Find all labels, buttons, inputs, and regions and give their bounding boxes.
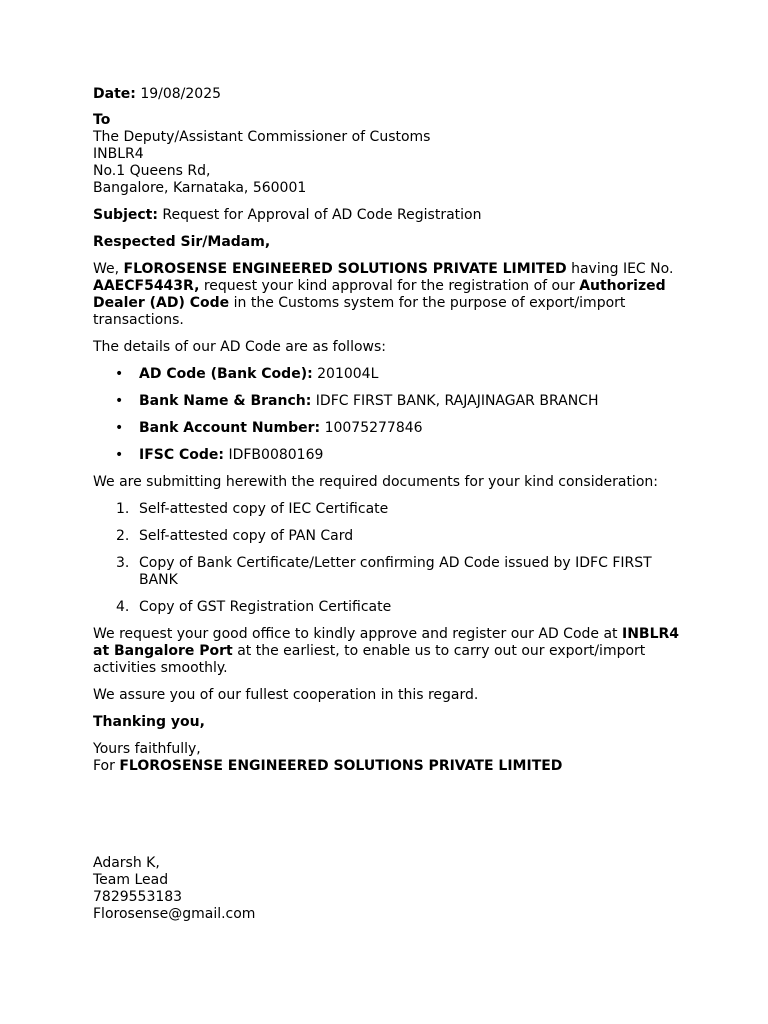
- closing-block: [93, 741, 683, 775]
- list-item: [139, 420, 683, 437]
- intro-text-4: in the Customs system for the purpose of export/import transactions.: [93, 295, 626, 328]
- documents-intro: We are submitting herewith the required documents for your kind consideration:: [93, 474, 658, 490]
- date-label: Date:: [93, 86, 136, 102]
- signatory-block: [93, 855, 683, 923]
- date-value: 19/08/2025: [140, 86, 222, 102]
- intro-ad-code-term: Authorized Dealer (AD) Code: [93, 278, 666, 311]
- document-text: Copy of Bank Certificate/Letter confirming AD Code issued by IDFC FIRST BANK: [139, 555, 652, 588]
- document-text: Self-attested copy of PAN Card: [139, 528, 354, 544]
- date-line: [93, 86, 683, 103]
- subject-line: [93, 207, 683, 224]
- intro-paragraph: [93, 261, 683, 329]
- details-list: [93, 366, 683, 464]
- detail-value: IDFC FIRST BANK, RAJAJINAGAR BRANCH: [315, 393, 599, 409]
- list-number: 3.: [116, 555, 130, 571]
- list-item: [139, 366, 683, 383]
- closing-for-label: For: [93, 758, 115, 774]
- signatory-email: Florosense@gmail.com: [93, 906, 256, 922]
- detail-value: IDFB0080169: [228, 447, 324, 463]
- list-item: [139, 393, 683, 410]
- list-number: 4.: [116, 599, 130, 615]
- closing-yours: Yours faithfully,: [93, 741, 201, 757]
- intro-text-3: request your kind approval for the registration of our: [203, 278, 575, 294]
- recipient-line1: The Deputy/Assistant Commissioner of Customs: [93, 129, 431, 145]
- list-number: 1.: [116, 501, 130, 517]
- recipient-block: [93, 112, 683, 197]
- list-item: [116, 555, 683, 589]
- document-text: Copy of GST Registration Certificate: [139, 599, 392, 615]
- list-number: 2.: [116, 528, 130, 544]
- recipient-line4: Bangalore, Karnataka, 560001: [93, 180, 307, 196]
- request-port: INBLR4 at Bangalore Port: [93, 626, 680, 659]
- request-text-2: at the earliest, to enable us to carry out our export/import activities smoothly.: [93, 643, 646, 676]
- signature-space: [93, 775, 683, 855]
- signatory-phone: 7829553183: [93, 889, 183, 905]
- recipient-to: To: [93, 112, 111, 128]
- list-item: [116, 599, 683, 616]
- document-text: Self-attested copy of IEC Certificate: [139, 501, 389, 517]
- request-paragraph: [93, 626, 683, 677]
- subject-value: Request for Approval of AD Code Registration: [162, 207, 482, 223]
- intro-company: FLOROSENSE ENGINEERED SOLUTIONS PRIVATE LIMITED: [123, 261, 567, 277]
- recipient-line2: INBLR4: [93, 146, 144, 162]
- detail-label: Bank Name & Branch:: [139, 393, 312, 409]
- detail-label: Bank Account Number:: [139, 420, 321, 436]
- intro-text-2: having IEC No.: [571, 261, 674, 277]
- details-intro: The details of our AD Code are as follows:: [93, 339, 386, 355]
- detail-value: 10075277846: [324, 420, 423, 436]
- letter: [93, 86, 683, 923]
- closing-company: FLOROSENSE ENGINEERED SOLUTIONS PRIVATE LIMITED: [119, 758, 563, 774]
- intro-text-1: We,: [93, 261, 120, 277]
- closing-for-line: [93, 758, 683, 775]
- documents-list: [93, 501, 683, 616]
- recipient-line3: No.1 Queens Rd,: [93, 163, 211, 179]
- detail-label: IFSC Code:: [139, 447, 225, 463]
- list-item: [116, 528, 683, 545]
- subject-label: Subject:: [93, 207, 158, 223]
- intro-iec: AAECF5443R,: [93, 278, 200, 294]
- detail-label: AD Code (Bank Code):: [139, 366, 313, 382]
- salutation: Respected Sir/Madam,: [93, 234, 271, 250]
- detail-value: 201004L: [317, 366, 379, 382]
- thanks: Thanking you,: [93, 714, 205, 730]
- list-item: [139, 447, 683, 464]
- list-item: [116, 501, 683, 518]
- assurance: We assure you of our fullest cooperation in this regard.: [93, 687, 479, 703]
- signatory-title: Team Lead: [93, 872, 169, 888]
- request-text-1: We request your good office to kindly approve and register our AD Code at: [93, 626, 618, 642]
- signatory-name: Adarsh K,: [93, 855, 160, 871]
